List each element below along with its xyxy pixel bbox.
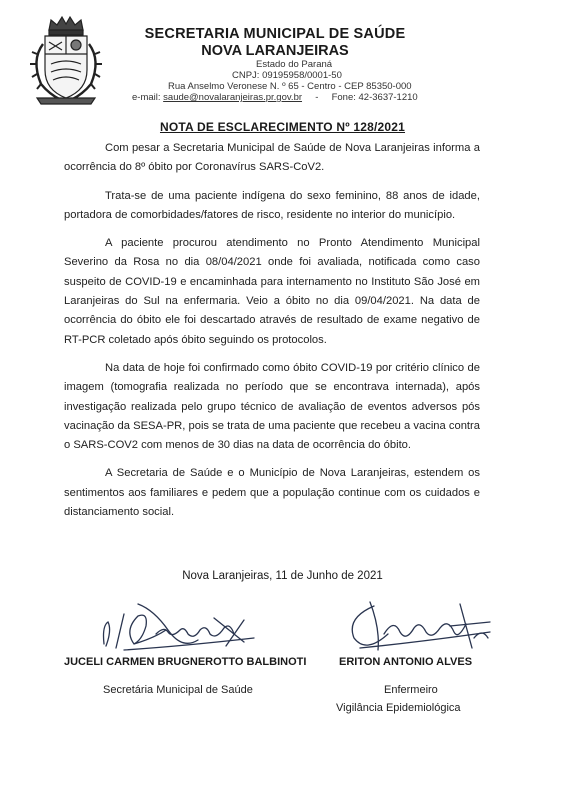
- org-name-line1: SECRETARIA MUNICIPAL DE SAÚDE: [144, 26, 406, 42]
- signatory-role-right-line2: Vigilância Epidemiológica: [336, 702, 461, 714]
- paragraph: Trata-se de uma paciente indígena do sexo feminino, 88 anos de idade, portadora de comorbidades/fatores de risco, residente no interior do município.: [64, 189, 480, 221]
- signature-right-icon: [340, 598, 500, 656]
- municipal-coat-of-arms-icon: [27, 14, 105, 106]
- note-body: [64, 139, 480, 531]
- email-label: e-mail:: [132, 92, 161, 103]
- paragraph: A Secretaria de Saúde e o Município de Nova Laranjeiras, estendem os sentimentos aos familiares e pedem que a população continue com os cuidados e distanciamento social.: [64, 467, 480, 519]
- state-line: Estado do Paraná: [256, 59, 333, 70]
- signatory-name-right: ERITON ANTONIO ALVES: [339, 656, 473, 668]
- paragraph: Com pesar a Secretaria Municipal de Saúde de Nova Laranjeiras informa a ocorrência do 8º óbito por Coronavírus SARS-CoV2.: [64, 142, 480, 174]
- contact-separator: -: [315, 92, 319, 103]
- cnpj-line: CNPJ: 09195958/0001-50: [232, 70, 342, 81]
- signature-left-icon: [94, 600, 274, 660]
- contact-line: [132, 92, 418, 103]
- org-name-line2: NOVA LARANJEIRAS: [201, 43, 349, 59]
- note-title: NOTA DE ESCLARECIMENTO Nº 128/2021: [159, 120, 406, 134]
- address-line: Rua Anselmo Veronese N. º 65 - Centro - CEP 85350-000: [168, 81, 412, 92]
- paragraph: A paciente procurou atendimento no Pronto Atendimento Municipal Severino da Rosa no dia 08/04/2021 onde foi avaliada, notificada como caso suspeito de COVID-19 e encaminhada para internamento no Instituto São José em Laranjeiras do Sul na enfermaria. Veio a óbito no dia 09/04/2021. Na data de ocorrência do óbito ele foi descartado através de resultado de exame negativo de RT-PCR coletado após óbito seguindo os protocolos.: [64, 237, 480, 346]
- dateline: Nova Laranjeiras, 11 de Junho de 2021: [182, 570, 383, 582]
- email-link[interactable]: saude@novalaranjeiras.pr.gov.br: [163, 92, 303, 103]
- phone-number: Fone: 42-3637-1210: [331, 92, 418, 103]
- paragraph: Na data de hoje foi confirmado como óbito COVID-19 por critério clínico de imagem (tomografia realizada no período que se encontrava internada), após investigação realizada pelo grupo técnico de avaliação de eventos adversos pós vacinação da SESA-PR, pois se trata de uma paciente que recebeu a vacina contra o SARS-COV2 com menos de 30 dias na data de ocorrência do óbito.: [64, 361, 480, 452]
- letterhead: [110, 26, 440, 60]
- signatory-name-left: JUCELI CARMEN BRUGNEROTTO BALBINOTI: [64, 656, 307, 668]
- signatory-role-right-line1: Enfermeiro: [384, 684, 438, 696]
- signatory-role-left: Secretária Municipal de Saúde: [103, 684, 253, 696]
